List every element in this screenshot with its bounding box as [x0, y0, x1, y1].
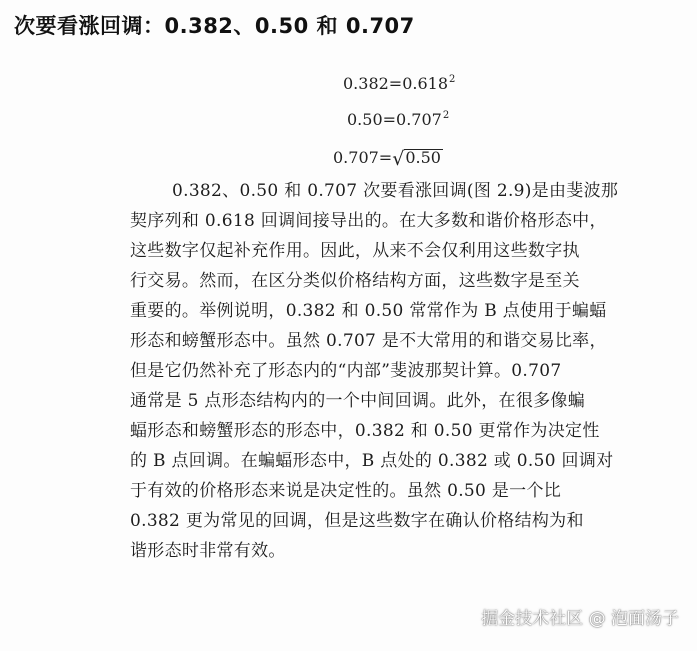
paragraph-line: 谐形态时非常有效。: [130, 541, 286, 561]
section-title: 次要看涨回调：0.382、0.50 和 0.707: [14, 14, 415, 38]
paragraph-line: 的 B 点回调。在蝙蝠形态中，B 点处的 0.382 或 0.50 回调对: [130, 451, 614, 471]
equation-2-base: 0.50=0.707: [347, 110, 442, 129]
paragraph-line: 0.382 更为常见的回调，但是这些数字在确认价格结构为和: [130, 511, 584, 531]
paragraph-line: 形态和螃蟹形态中。虽然 0.707 是不大常用的和谐交易比率，: [130, 331, 607, 351]
paragraph-line: 0.382、0.50 和 0.707 次要看涨回调(图 2.9)是由斐波那: [172, 181, 619, 201]
paragraph-line: 但是它仍然补充了形态内的“内部”斐波那契计算。0.707: [130, 361, 562, 381]
equation-1: [343, 74, 455, 93]
paragraph-line: 行交易。然而，在区分类似价格结构方面，这些数字是至关: [130, 271, 580, 291]
paragraph-line: 通常是 5 点形态结构内的一个中间回调。此外，在很多像蝙: [130, 391, 586, 411]
paragraph-line: 于有效的价格形态来说是决定性的。虽然 0.50 是一个比: [130, 481, 562, 501]
square-root: [392, 148, 443, 170]
paragraph-line: 重要的。举例说明，0.382 和 0.50 常常作为 B 点使用于蝙蝠: [130, 301, 607, 321]
radical-sign: √: [392, 148, 405, 170]
paragraph-line: 这些数字仅起补充作用。因此，从来不会仅利用这些数字执: [130, 241, 580, 261]
paragraph-line: 契序列和 0.618 回调间接导出的。在大多数和谐价格形态中，: [130, 211, 607, 231]
equation-2: [347, 110, 449, 129]
equation-3-lhs: 0.707=: [333, 148, 393, 167]
equation-2-exponent: 2: [442, 110, 450, 121]
equation-1-exponent: 2: [449, 74, 456, 85]
equation-1-base: 0.382=0.618: [343, 74, 449, 93]
paragraph-line: 蝠形态和螃蟹形态的形态中，0.382 和 0.50 更常作为决定性: [130, 421, 600, 441]
radicand: 0.50: [405, 148, 441, 167]
watermark-text: 掘金技术社区 @ 泡面汤子: [481, 609, 679, 629]
equation-3: [333, 148, 443, 170]
body-paragraph: [131, 176, 618, 566]
